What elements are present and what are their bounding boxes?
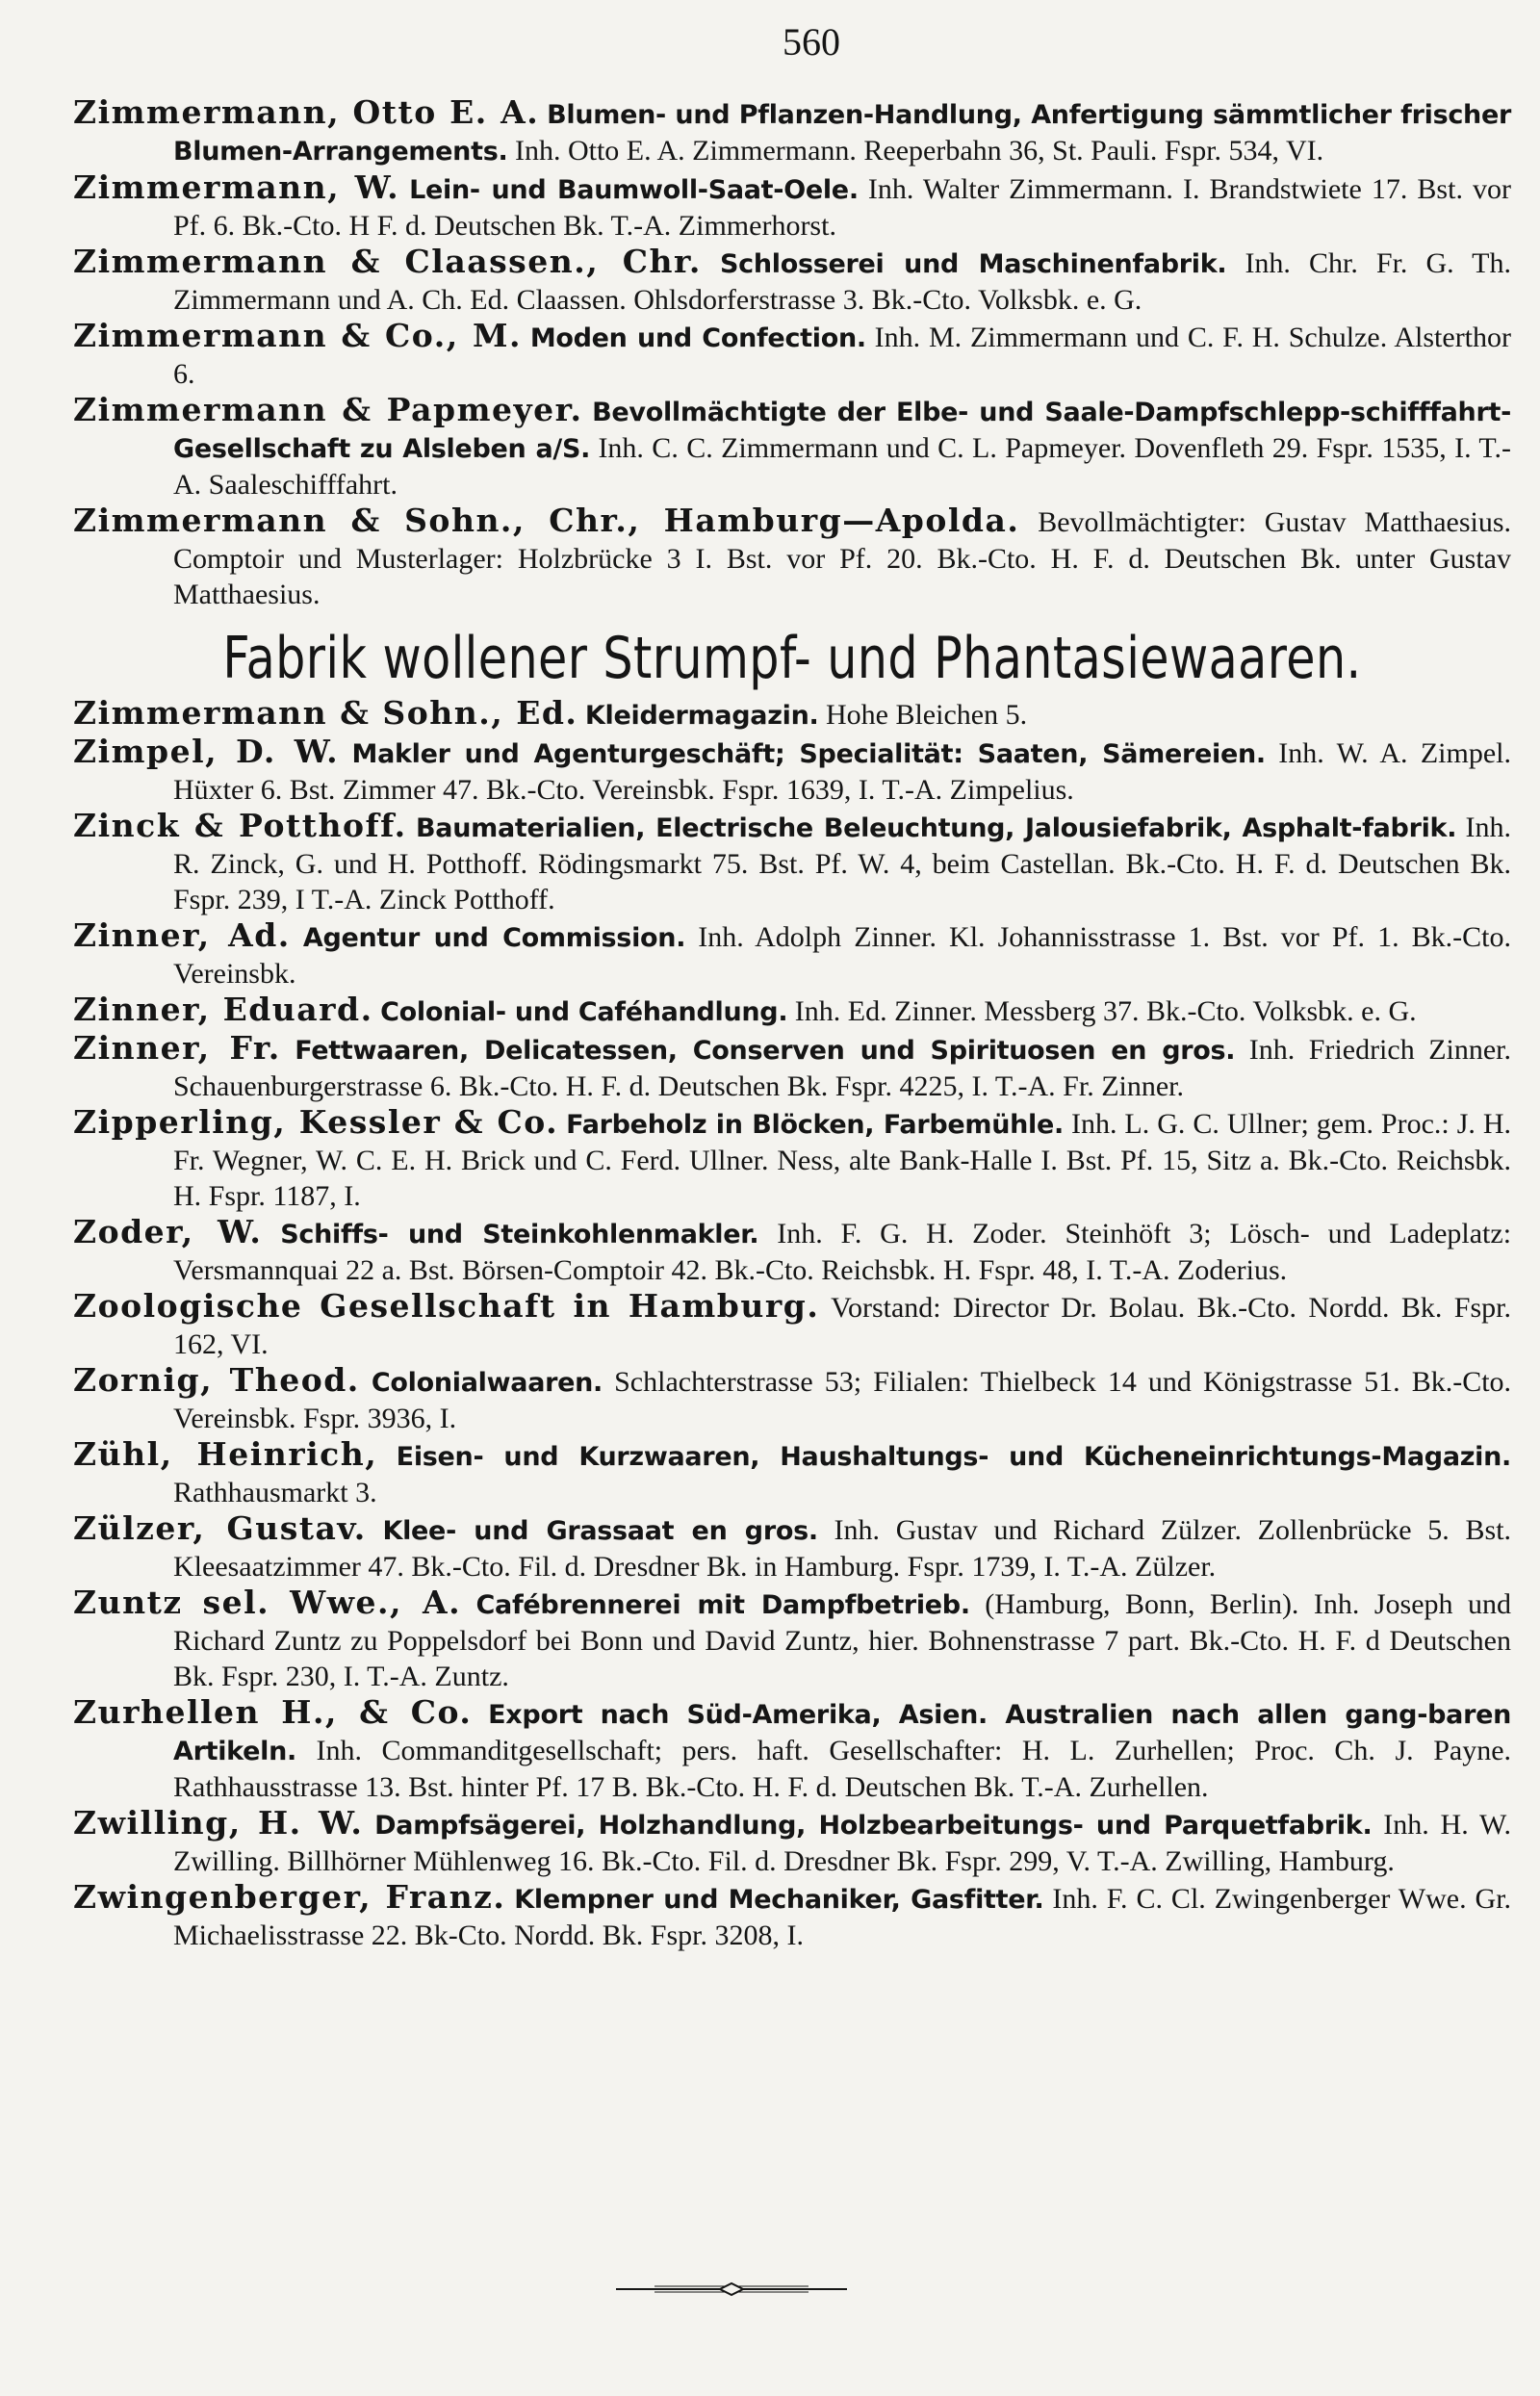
entry-name: Zimmermann & Co., M. <box>73 317 523 354</box>
directory-entry <box>73 392 1511 502</box>
directory-entry <box>73 1584 1511 1694</box>
entry-trade: Moden und Confection. <box>529 323 866 353</box>
entry-details: Inh. Gustav und Richard Zülzer. Zollenbrücke 5. Bst. Kleesaatzimmer 47. Bk.-Cto. Fil. d. Dresdner Bk. in Hamburg. Fspr. 1739, I. T.-A. Zülzer. <box>173 1514 1512 1583</box>
entry-name: Zühl, Heinrich, <box>73 1435 378 1473</box>
directory-entry <box>73 1288 1511 1362</box>
advertisement-heading: Fabrik wollener Strumpf- und Phantasiewaaren. <box>222 625 1362 692</box>
directory-entry <box>73 1510 1511 1584</box>
entry-trade: Klempner und Mechaniker, Gasfitter. <box>514 1885 1044 1915</box>
entry-trade: Dampfsägerei, Holzhandlung, Holzbearbeitungs- und Parquetfabrik. <box>374 1811 1373 1841</box>
entry-trade: Blumen- und Pflanzen-Handlung, Anfertigung sämmtlicher frischer Blumen-Arrangements. <box>173 100 1511 167</box>
entry-name: Zülzer, Gustav. <box>73 1509 367 1547</box>
entry-details: Hohe Bleichen 5. <box>825 699 1028 731</box>
entry-details: Inh. C. C. Zimmermann und C. L. Papmeyer. Dovenfleth 29. Fspr. 1535, I. T.-A. Saaleschifffahrt. <box>173 432 1511 501</box>
directory-entry <box>73 502 1511 612</box>
entry-details: Inh. H. W. Zwilling. Billhörner Mühlenweg 16. Bk.-Cto. Fil. d. Dresdner Bk. Fspr. 299, V. T.-A. Zwilling, Hamburg. <box>173 1809 1512 1877</box>
directory-entry <box>73 1805 1511 1879</box>
entry-name: Zoologische Gesellschaft in Hamburg. <box>73 1287 820 1325</box>
entry-details: Inh. L. G. C. Ullner; gem. Proc.: J. H. Fr. Wegner, W. C. E. H. Brick und C. Ferd. Ullner. Ness, alte Bank-Halle I. Bst. Pf. 15, Sitz a. Bk.-Cto. Reichsbk. H. Fspr. 1187, I. <box>173 1108 1512 1212</box>
directory-entry <box>73 1362 1511 1436</box>
directory-entry <box>73 1879 1511 1953</box>
entry-trade: Lein- und Baumwoll-Saat-Oele. <box>409 175 859 205</box>
entry-trade: Export nach Süd-Amerika, Asien. Australien nach allen gang-baren Artikeln. <box>173 1700 1512 1766</box>
end-ornament-rule <box>616 2280 847 2299</box>
directory-entry <box>73 1436 1511 1510</box>
entry-name: Zwilling, H. W. <box>73 1804 364 1842</box>
directory-entry <box>73 244 1511 318</box>
entry-details: Schlachterstrasse 53; Filialen: Thielbeck 14 und Königstrasse 51. Bk.-Cto. Vereinsbk. Fspr. 3936, I. <box>173 1366 1512 1434</box>
entry-name: Zuntz sel. Wwe., A. <box>73 1584 462 1621</box>
entry-details: Inh. Adolph Zinner. Kl. Johannisstrasse 1. Bst. vor Pf. 1. Bk.-Cto. Vereinsbk. <box>173 921 1511 990</box>
entry-trade: Farbeholz in Blöcken, Farbemühle. <box>566 1110 1064 1140</box>
entry-name: Zinner, Eduard. <box>73 991 373 1028</box>
directory-entry <box>73 94 1511 169</box>
entry-trade: Schiffs- und Steinkohlenmakler. <box>280 1220 759 1250</box>
entry-trade: Cafébrennerei mit Dampfbetrieb. <box>475 1590 970 1620</box>
entry-trade: Kleidermagazin. <box>584 701 819 731</box>
directory-entry <box>73 734 1511 808</box>
entry-trade: Eisen- und Kurzwaaren, Haushaltungs- und Kücheneinrichtungs-Magazin. <box>396 1442 1511 1472</box>
entry-name: Zinner, Ad. <box>73 916 291 954</box>
entry-name: Zornig, Theod. <box>73 1361 360 1399</box>
directory-entry <box>73 695 1511 734</box>
entry-trade: Agentur und Commission. <box>302 923 686 953</box>
directory-entry <box>73 808 1511 917</box>
directory-entry <box>73 1104 1511 1214</box>
directory-entry <box>73 169 1511 244</box>
entry-details: Inh. Friedrich Zinner. Schauenburgerstrasse 6. Bk.-Cto. H. F. d. Deutschen Bk. Fspr. 4225, I. T.-A. Fr. Zinner. <box>173 1034 1512 1102</box>
entry-trade: Schlosserei und Maschinenfabrik. <box>719 249 1227 279</box>
entry-details: (Hamburg, Bonn, Berlin). Inh. Joseph und Richard Zuntz zu Poppelsdorf bei Bonn und David Zuntz, hier. Bohnenstrasse 7 part. Bk.-Cto. H. F. d Deutschen Bk. Fspr. 230, I. T.-A. Zuntz. <box>173 1588 1511 1692</box>
entry-details: Inh. Otto E. A. Zimmermann. Reeperbahn 36, St. Pauli. Fspr. 534, VI. <box>514 135 1324 167</box>
entry-details: Vorstand: Director Dr. Bolau. Bk.-Cto. Nordd. Bk. Fspr. 162, VI. <box>173 1292 1511 1360</box>
entry-name: Zinner, Fr. <box>73 1029 281 1067</box>
entry-name: Zoder, W. <box>73 1213 263 1250</box>
entry-name: Zipperling, Kessler & Co. <box>73 1103 559 1141</box>
entry-details: Inh. Chr. Fr. G. Th. Zimmermann und A. Ch. Ed. Claassen. Ohlsdorferstrasse 3. Bk.-Cto. Volksbk. e. G. <box>173 247 1512 316</box>
entry-name: Zurhellen H., & Co. <box>73 1693 473 1731</box>
entries-block-a <box>73 94 1511 612</box>
entry-details: Inh. Walter Zimmermann. I. Brandstwiete 17. Bst. vor Pf. 6. Bk.-Cto. H F. d. Deutschen Bk. T.-A. Zimmerhorst. <box>173 173 1511 242</box>
entry-details: Inh. F. G. H. Zoder. Steinhöft 3; Lösch- und Ladeplatz: Versmannquai 22 a. Bst. Börsen-Comptoir 42. Bk.-Cto. Reichsbk. H. Fspr. 48, I. T.-A. Zoderius. <box>173 1218 1512 1286</box>
entry-name: Zimpel, D. W. <box>73 733 340 770</box>
entry-name: Zimmermann & Sohn., Chr., Hamburg—Apolda. <box>73 502 1020 539</box>
entry-details: Bevollmächtigter: Gustav Matthaesius. Comptoir und Musterlager: Holzbrücke 3 I. Bst. vor Pf. 20. Bk.-Cto. H. F. d. Deutschen Bk. unter Gustav Matthaesius. <box>173 506 1512 610</box>
directory-entry <box>73 992 1511 1030</box>
entry-trade: Colonialwaaren. <box>371 1368 603 1398</box>
entry-name: Zimmermann & Claassen., Chr. <box>73 243 702 280</box>
entry-details: Rathhausmarkt 3. <box>173 1477 377 1508</box>
entry-trade: Makler und Agenturgeschäft; Specialität: Saaten, Sämereien. <box>351 739 1266 769</box>
entry-name: Zimmermann & Papmeyer. <box>73 391 583 428</box>
directory-entry <box>73 917 1511 992</box>
entry-name: Zimmermann, W. <box>73 168 400 206</box>
entry-name: Zimmermann & Sohn., Ed. <box>73 694 578 732</box>
entry-name: Zimmermann, Otto E. A. <box>73 93 540 131</box>
entry-trade: Bevollmächtigte der Elbe- und Saale-Dampfschlepp-schifffahrt-Gesellschaft zu Alsleben a/S. <box>173 398 1511 464</box>
directory-entry <box>73 1030 1511 1104</box>
entry-details: Inh. Commanditgesellschaft; pers. haft. Gesellschafter: H. L. Zurhellen; Proc. Ch. J. Payne. Rathhausstrasse 13. Bst. hinter Pf. 17 B. Bk.-Cto. H. F. d. Deutschen Bk. T.-A. Zurhellen. <box>173 1735 1512 1803</box>
entry-details: Inh. F. C. Cl. Zwingenberger Wwe. Gr. Michaelisstrasse 22. Bk-Cto. Nordd. Bk. Fspr. 3208, I. <box>173 1883 1512 1951</box>
entry-name: Zwingenberger, Franz. <box>73 1878 506 1916</box>
page-number: 560 <box>783 20 840 64</box>
entry-trade: Fettwaaren, Delicatessen, Conserven und Spirituosen en gros. <box>295 1036 1236 1066</box>
entry-details: Inh. W. A. Zimpel. Hüxter 6. Bst. Zimmer 47. Bk.-Cto. Vereinsbk. Fspr. 1639, I. T.-A. Zimpelius. <box>173 737 1512 806</box>
entry-trade: Klee- und Grassaat en gros. <box>382 1516 818 1546</box>
directory-entry <box>73 318 1511 392</box>
entry-details: Inh. Ed. Zinner. Messberg 37. Bk.-Cto. Volksbk. e. G. <box>794 995 1417 1027</box>
entry-details: Inh. M. Zimmermann und C. F. H. Schulze. Alsterthor 6. <box>173 322 1512 390</box>
entry-details: Inh. R. Zinck, G. und H. Potthoff. Rödingsmarkt 75. Bst. Pf. W. 4, beim Castellan. Bk.-Cto. H. F. d. Deutschen Bk. Fspr. 239, I T.-A. Zinck Potthoff. <box>173 812 1512 915</box>
directory-entry <box>73 1214 1511 1288</box>
entry-name: Zinck & Potthoff. <box>73 807 407 844</box>
entry-trade: Colonial- und Caféhandlung. <box>380 997 788 1027</box>
directory-entry <box>73 1694 1511 1805</box>
entry-trade: Baumaterialien, Electrische Beleuchtung, Jalousiefabrik, Asphalt-fabrik. <box>416 813 1457 843</box>
entries-block-b <box>73 695 1511 1953</box>
